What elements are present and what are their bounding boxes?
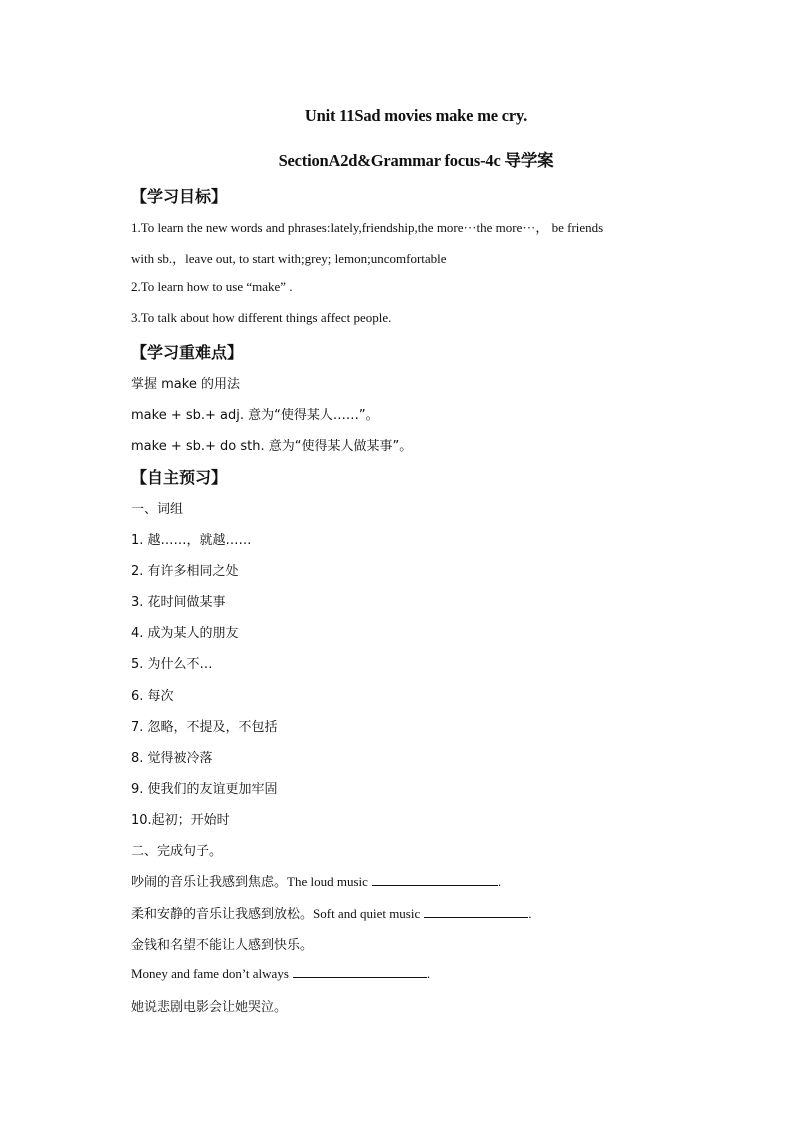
answer-blank-3[interactable] <box>293 965 427 978</box>
sentence-3: Money and fame don’t always . <box>131 966 431 981</box>
sentence-2: 柔和安静的音乐让我感到放松。Soft and quiet music . <box>131 906 532 922</box>
objective-line-3: 2.To learn how to use “make” . <box>131 279 293 294</box>
key-point-line-2: make + sb.+ adj. 意为“使得某人……”。 <box>131 408 379 423</box>
sentence-3-english: Money and fame don’t always <box>131 966 289 981</box>
document-subtitle: SectionA2d&Grammar focus-4c 导学案 <box>278 151 554 170</box>
sentence-1-chinese: 吵闹的音乐让我感到焦虑。 <box>131 875 288 890</box>
phrase-item: 5. 为什么不… <box>131 657 213 672</box>
key-point-line-3: make + sb.+ do sth. 意为“使得某人做某事”。 <box>131 439 413 454</box>
part1-title: 一、词组 <box>131 502 184 517</box>
part2-title: 二、完成句子。 <box>131 844 223 859</box>
objectives-heading: 【学习目标】 <box>131 187 228 206</box>
sentence-2-english: Soft and quiet music <box>313 906 421 921</box>
answer-blank-2[interactable] <box>424 905 528 918</box>
preview-heading: 【自主预习】 <box>131 468 228 487</box>
phrase-item: 4. 成为某人的朋友 <box>131 626 239 641</box>
phrase-item: 8. 觉得被冷落 <box>131 751 213 766</box>
phrase-item: 9. 使我们的友谊更加牢固 <box>131 782 278 797</box>
phrase-item: 10.起初；开始时 <box>131 813 230 828</box>
key-points-heading: 【学习重难点】 <box>131 343 244 362</box>
phrase-item: 1. 越……，就越…… <box>131 533 252 548</box>
sentence-2-chinese: 柔和安静的音乐让我感到放松。 <box>131 907 314 922</box>
sentence-1-english: The loud music <box>287 874 368 889</box>
sentence-1: 吵闹的音乐让我感到焦虑。The loud music . <box>131 874 502 890</box>
objective-line-1: 1.To learn the new words and phrases:lately,friendship,the more···the more···， be friends <box>131 220 604 235</box>
phrase-item: 7. 忽略，不提及，不包括 <box>131 720 278 735</box>
phrase-item: 3. 花时间做某事 <box>131 595 226 610</box>
sentence-4-chinese: 她说悲剧电影会让她哭泣。 <box>131 1000 288 1015</box>
key-point-line-1: 掌握 make 的用法 <box>131 377 240 392</box>
sentence-3-chinese: 金钱和名望不能让人感到快乐。 <box>131 938 314 953</box>
objective-line-4: 3.To talk about how different things affect people. <box>131 310 392 325</box>
objective-line-2: with sb.，leave out, to start with;grey; lemon;uncomfortable <box>131 251 447 266</box>
document-title: Unit 11Sad movies make me cry. <box>304 106 528 125</box>
answer-blank-1[interactable] <box>372 873 498 886</box>
phrase-item: 2. 有许多相同之处 <box>131 564 239 579</box>
phrase-item: 6. 每次 <box>131 689 174 704</box>
